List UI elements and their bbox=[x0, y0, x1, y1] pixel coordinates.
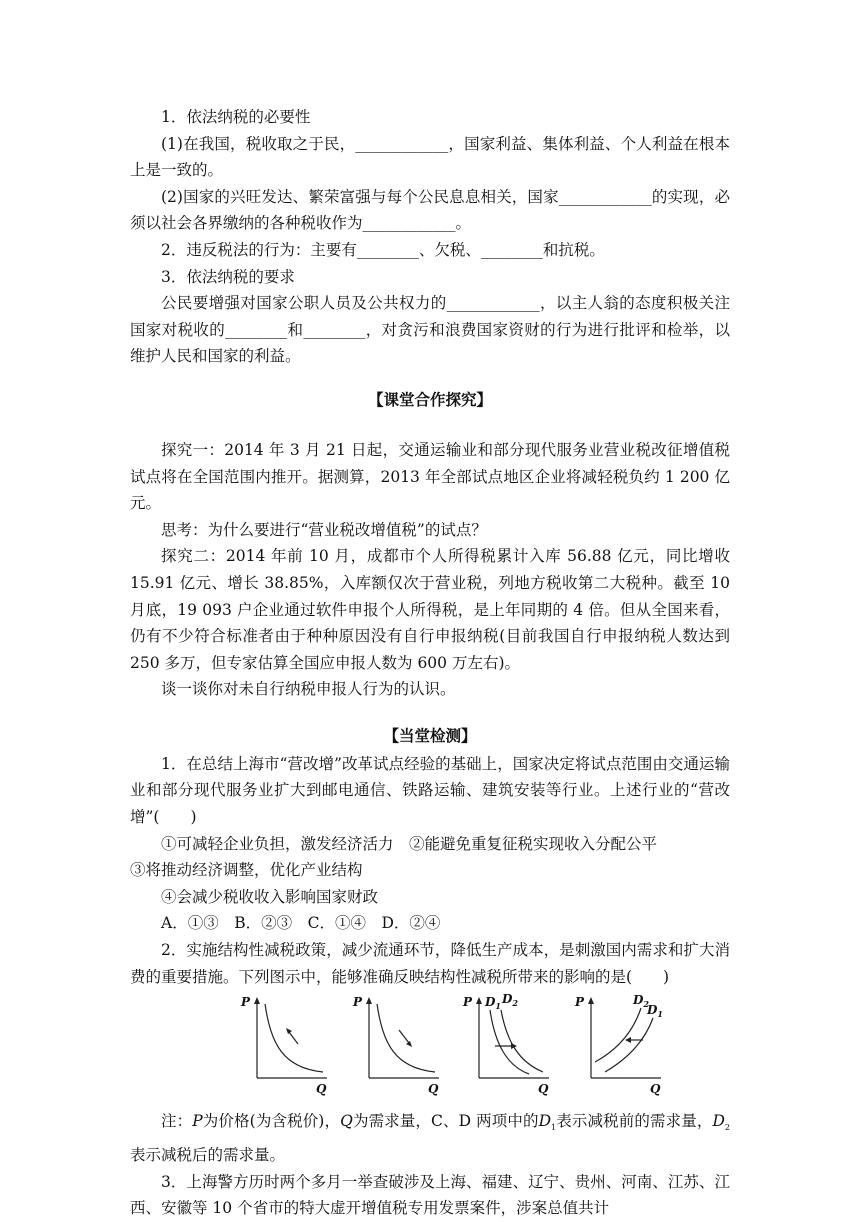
figure-a-q-label: Q bbox=[316, 1082, 327, 1097]
figure-d-d1-curve bbox=[605, 1018, 653, 1072]
figure-d bbox=[577, 994, 667, 1098]
exploration-1: 探究一：2014 年 3 月 21 日起，交通运输业和部分现代服务业营业税改征增值税试点将在全国范围内推开。据测算，2013 年全部试点地区企业将减轻税负约 1 200 亿元。 bbox=[130, 440, 730, 513]
requirements-heading: 3．依法纳税的要求 bbox=[161, 267, 295, 286]
figure-d-arrowhead bbox=[625, 1037, 631, 1043]
figure-d-d2-label: $D_2$ bbox=[633, 993, 649, 1010]
violations-line: 2．违反税法的行为：主要有________、欠税、________和抗税。 bbox=[161, 240, 605, 259]
question-1-choices: A．①③ B．②③ C．①④ D．②④ bbox=[161, 914, 441, 933]
figure-c-d1-label: $D_1$ bbox=[485, 995, 501, 1012]
question-1: 1．在总结上海市“营改增”改革试点经验的基础上，国家决定将试点范围由交通运输业和部分现代服务业扩大到邮电通信、铁路运输、建筑安装等行业。上述行业的“营改增”( ) bbox=[130, 754, 730, 827]
coop-section-title: 【课堂合作探究】 bbox=[367, 390, 492, 409]
figure-d-p-label: P bbox=[575, 995, 585, 1010]
exploration-1-question: 思考：为什么要进行“营业税改增值税”的试点？ bbox=[161, 520, 487, 539]
figure-a bbox=[241, 994, 327, 1098]
question-1-options-b: ③将推动经济调整，优化产业结构 bbox=[130, 861, 363, 880]
question-2: 2．实施结构性减税政策，减少流通环节，降低生产成本，是刺激国内需求和扩大消费的重要措施。下列图示中，能够准确反映结构性减税所带来的影响的是( ) bbox=[130, 941, 730, 986]
exploration-2: 探究二：2014 年前 10 月，成都市个人所得税累计入库 56.88 亿元，同比增收 15.91 亿元、增长 38.85%，入库额仅次于营业税，列地方税收第二大税种。截至 10 月底，19 093 户企业通过软件申报个人所得税，是上年同期的 4 倍。但从全国来看，仍有不少符合标准者由于种种原因没有自行申报纳税(目前我国自行申报纳税人数达到 250 多万，但专家估算全国应申报人数为 600 万左右)。 bbox=[130, 547, 730, 672]
figure-c bbox=[465, 994, 550, 1098]
figure-c-d2-label: $D_2$ bbox=[502, 992, 518, 1009]
check-section-title: 【当堂检测】 bbox=[383, 726, 477, 745]
requirements-text: 公民要增强对国家公职人员及公共权力的____________，以主人翁的态度积极关注国家对税收的________和________，对贪污和浪费国家资财的行为进行批评和检举，以维护人民和国家的利益。 bbox=[130, 294, 730, 366]
figure-b-p-label: P bbox=[353, 995, 363, 1010]
question-3: 3．上海警方历时两个多月一举查破涉及上海、福建、辽宁、贵州、河南、江苏、江西、安徽等 10 个省市的特大虚开增值税专用发票案件，涉案总值共计 bbox=[130, 1172, 730, 1218]
figure-c-d2-curve bbox=[501, 1010, 543, 1072]
necessity-point-1: (1)在我国，税收取之于民，____________，国家利益、集体利益、个人利益在根本上是一致的。 bbox=[130, 134, 730, 180]
document-content bbox=[130, 104, 730, 1222]
figure-a-p-label: P bbox=[241, 995, 251, 1010]
figure-note: 注：P为价格(为含税价)，Q为需求量，C、D 两项中的$D_1$表示减税前的需求量，$D_2$表示减税后的需求量。 bbox=[130, 1112, 730, 1164]
figure-d-y-arrow bbox=[588, 997, 594, 1004]
figure-d-q-label: Q bbox=[650, 1082, 661, 1097]
figure-c-q-label: Q bbox=[538, 1082, 549, 1097]
figure-c-p-label: P bbox=[463, 995, 473, 1010]
figure-b-demand-curve bbox=[377, 1004, 435, 1072]
figure-b-shift-arrow bbox=[399, 1030, 409, 1043]
exploration-2-question: 谈一谈你对未自行纳税申报人行为的认识。 bbox=[161, 680, 456, 699]
demand-figures bbox=[130, 994, 730, 1106]
figure-b-q-label: Q bbox=[428, 1082, 439, 1097]
figure-c-d1-curve bbox=[490, 1010, 529, 1074]
figure-c-y-arrow bbox=[476, 997, 482, 1004]
necessity-heading: 1．依法纳税的必要性 bbox=[161, 108, 311, 126]
figure-a-shift-arrow bbox=[289, 1032, 298, 1044]
figure-a-y-arrow bbox=[254, 997, 260, 1004]
figure-b bbox=[353, 994, 439, 1098]
figure-b-y-arrow bbox=[366, 997, 372, 1004]
question-1-options-c: ④会减少税收收入影响国家财政 bbox=[161, 887, 379, 906]
figure-d-d2-curve bbox=[595, 1008, 641, 1062]
figure-d-d1-label: $D_1$ bbox=[647, 1003, 663, 1020]
necessity-point-2: (2)国家的兴旺发达、繁荣富强与每个公民息息相关，国家____________的实现，必须以社会各界缴纳的各种税收作为____________。 bbox=[130, 187, 730, 233]
figure-a-arrowhead bbox=[286, 1028, 292, 1034]
figure-b-arrowhead bbox=[406, 1041, 412, 1047]
question-1-options-a: ①可减轻企业负担，激发经济活力 ②能避免重复征税实现收入分配公平 bbox=[161, 834, 658, 853]
